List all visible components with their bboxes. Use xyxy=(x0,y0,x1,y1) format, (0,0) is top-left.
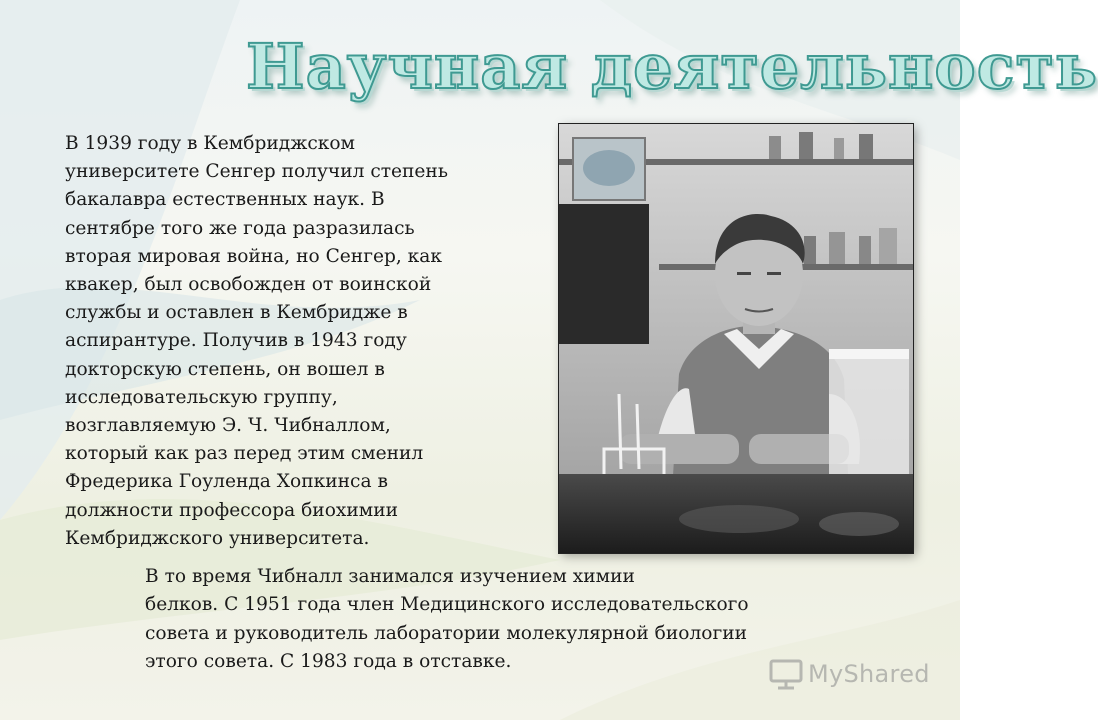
paragraph-1: В 1939 году в Кембриджском университете Сенгер получил степень бакалавра естественных наук. В сентябре того же года разразилась вторая мировая война, но Сенгер, как квакер, был освобожден от воинской службы и оставлен в Кембридже в аспирантуре. Получив в 1943 году докторскую степень, он вошел в исследовательскую группу, возглавляемую Э. Ч. Чибналлом, который как раз перед этим сменил Фредерика Гоуленда Хопкинса в должности профессора биохимии Кембриджского университета. xyxy=(65,133,448,549)
watermark-text: MyShared xyxy=(808,660,930,688)
myshared-watermark xyxy=(768,656,928,692)
portrait-photo xyxy=(559,124,913,553)
paragraph-2: В то время Чибналл занимался изучением химии белков. С 1951 года член Медицинского исследовательского совета и руководитель лаборатории молекулярной биологии этого совета. С 1983 года в отставке. xyxy=(145,566,749,673)
presentation-board-icon xyxy=(768,658,804,690)
slide-title: Научная деятельность xyxy=(246,30,1098,103)
photo-illustration xyxy=(559,124,913,553)
